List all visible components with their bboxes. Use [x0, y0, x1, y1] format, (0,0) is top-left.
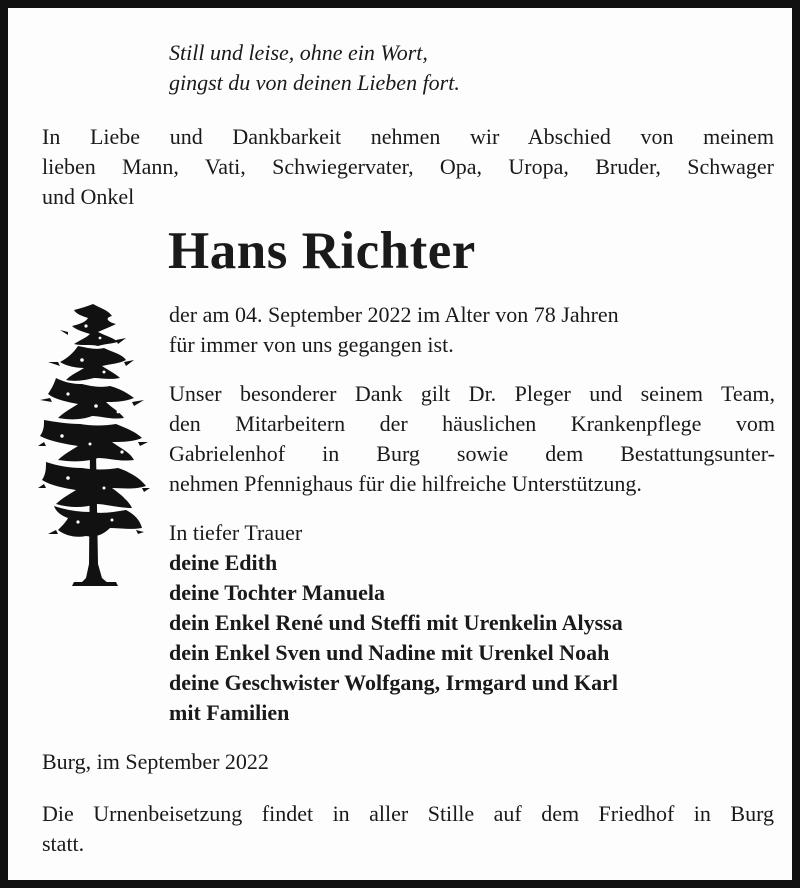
farewell-intro [42, 122, 774, 212]
thanks-paragraph [169, 379, 775, 499]
thanks-line-3: Gabrielenhof in Burg sowie dem Bestattungsunter- [169, 441, 775, 466]
death-notice-line-2: für immer von uns gegangen ist. [169, 332, 454, 357]
intro-line-1: In Liebe und Dankbarkeit nehmen wir Abschied von meinem [42, 124, 774, 149]
mourners-heading: In tiefer Trauer [169, 520, 303, 545]
burial-line-1: Die Urnenbeisetzung findet in aller Stille auf dem Friedhof in Burg [42, 801, 774, 826]
intro-line-2: lieben Mann, Vati, Schwiegervater, Opa, Uropa, Bruder, Schwager [42, 154, 774, 179]
place-and-date: Burg, im September 2022 [42, 749, 269, 774]
thanks-line-4: nehmen Pfennighaus für die hilfreiche Unterstützung. [169, 471, 642, 496]
pine-tree-icon [38, 302, 150, 588]
mourner-name: dein Enkel René und Steffi mit Urenkelin Alyssa [169, 610, 623, 635]
death-notice [169, 300, 775, 360]
motto-line-1: Still und leise, ohne ein Wort, [169, 40, 428, 65]
burial-line-2: statt. [42, 831, 85, 856]
mourner-name: mit Familien [169, 700, 290, 725]
motto-verse [169, 38, 460, 98]
intro-line-3: und Onkel [42, 184, 135, 209]
mourner-name: dein Enkel Sven und Nadine mit Urenkel Noah [169, 640, 610, 665]
mourner-name: deine Tochter Manuela [169, 580, 385, 605]
thanks-line-2: den Mitarbeitern der häuslichen Krankenpflege vom [169, 411, 775, 436]
burial-notice [42, 799, 774, 859]
motto-line-2: gingst du von deinen Lieben fort. [169, 70, 460, 95]
thanks-line-1: Unser besonderer Dank gilt Dr. Pleger und seinem Team, [169, 381, 775, 406]
mourner-name: deine Geschwister Wolfgang, Irmgard und Karl [169, 670, 618, 695]
death-notice-line-1: der am 04. September 2022 im Alter von 78 Jahren [169, 302, 619, 327]
mourners-list [169, 518, 775, 728]
mourner-name: deine Edith [169, 550, 278, 575]
deceased-name: Hans Richter [168, 222, 476, 280]
